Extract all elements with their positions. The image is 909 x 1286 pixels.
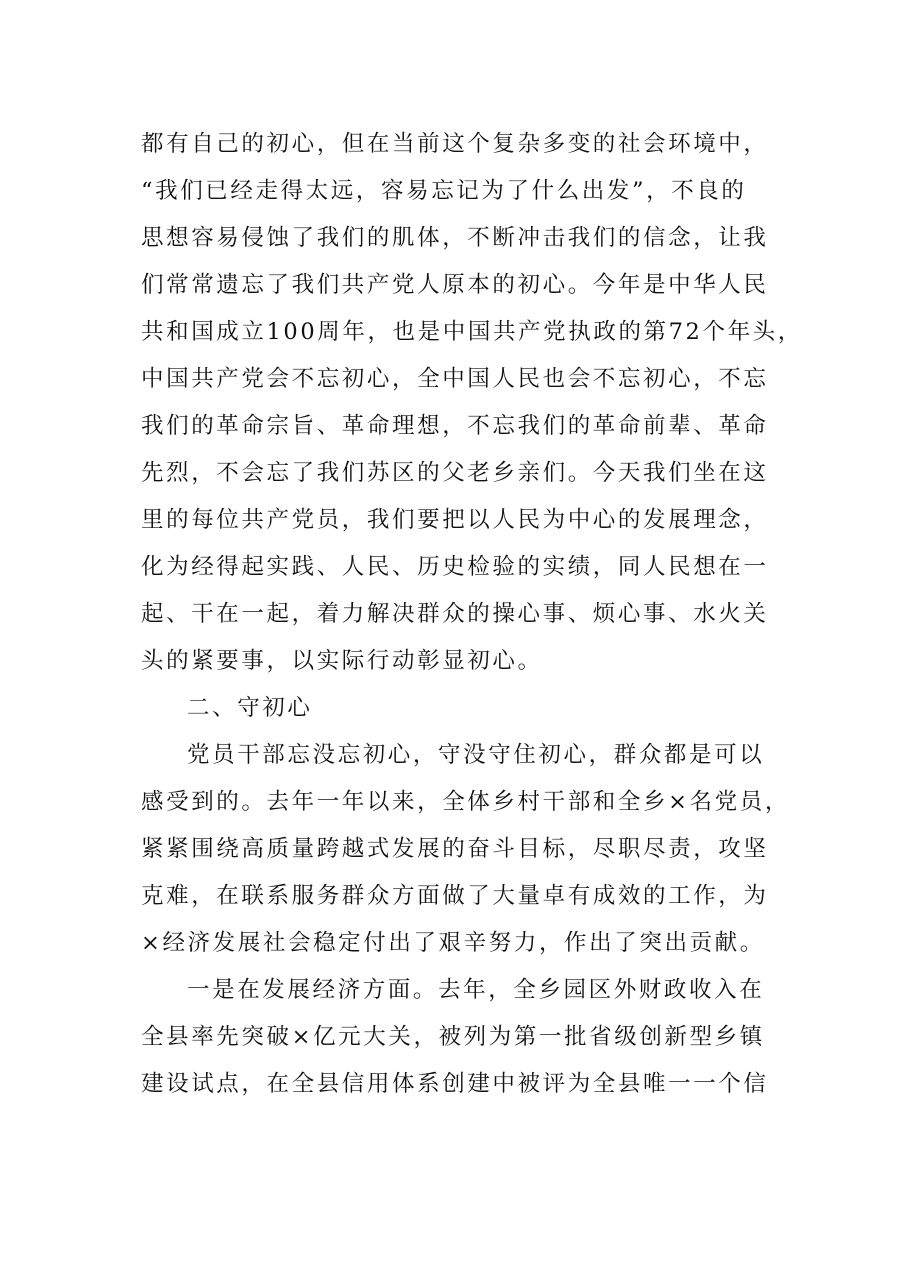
text-line: 里的每位共产党员，我们要把以人民为中心的发展理念， <box>141 507 769 533</box>
text-line: 思想容易侵蚀了我们的肌体，不断冲击我们的信念，让我 <box>141 225 769 251</box>
paragraph-continuation <box>141 121 803 685</box>
text-line: 化为经得起实践、人民、历史检验的实绩，同人民想在一 <box>141 554 769 580</box>
paragraph <box>141 967 791 1108</box>
text-line: 建设试点，在全县信用体系创建中被评为全县唯一一个信 <box>141 1071 769 1097</box>
text-line: 克难，在联系服务群众方面做了大量卓有成效的工作，为 <box>141 883 769 909</box>
text-line: 党员干部忘没忘初心，守没守住初心，群众都是可以 <box>187 742 765 768</box>
text-line: 我们的革命宗旨、革命理想，不忘我们的革命前辈、革命 <box>141 413 769 439</box>
text-line: 全县率先突破×亿元大关，被列为第一批省级创新型乡镇 <box>141 1024 765 1050</box>
text-line: 感受到的。去年一年以来，全体乡村干部和全乡×名党员， <box>141 789 790 815</box>
text-line: 一是在发展经济方面。去年，全乡园区外财政收入在 <box>187 977 765 1003</box>
document-body <box>141 121 803 1108</box>
text-line: 都有自己的初心，但在当前这个复杂多变的社会环境中， <box>141 131 769 157</box>
text-line: 先烈，不会忘了我们苏区的父老乡亲们。今天我们坐在这 <box>141 460 769 486</box>
text-line: 们常常遗忘了我们共产党人原本的初心。今年是中华人民 <box>141 272 769 298</box>
text-line: “我们已经走得太远，容易忘记为了什么出发”，不良的 <box>141 178 747 204</box>
text-line: 紧紧围绕高质量跨越式发展的奋斗目标，尽职尽责，攻坚 <box>141 836 769 862</box>
text-line: 中国共产党会不忘初心，全中国人民也会不忘初心，不忘 <box>141 366 769 392</box>
text-line: ×经济发展社会稳定付出了艰辛努力，作出了突出贡献。 <box>141 930 765 956</box>
text-line: 共和国成立100周年，也是中国共产党执政的第72个年头， <box>141 319 803 345</box>
section-heading <box>141 685 791 732</box>
text-line: 头的紧要事，以实际行动彰显初心。 <box>141 648 543 674</box>
heading-text: 二、守初心 <box>187 695 313 721</box>
paragraph <box>141 732 791 967</box>
text-line: 起、干在一起，着力解决群众的操心事、烦心事、水火关 <box>141 601 769 627</box>
